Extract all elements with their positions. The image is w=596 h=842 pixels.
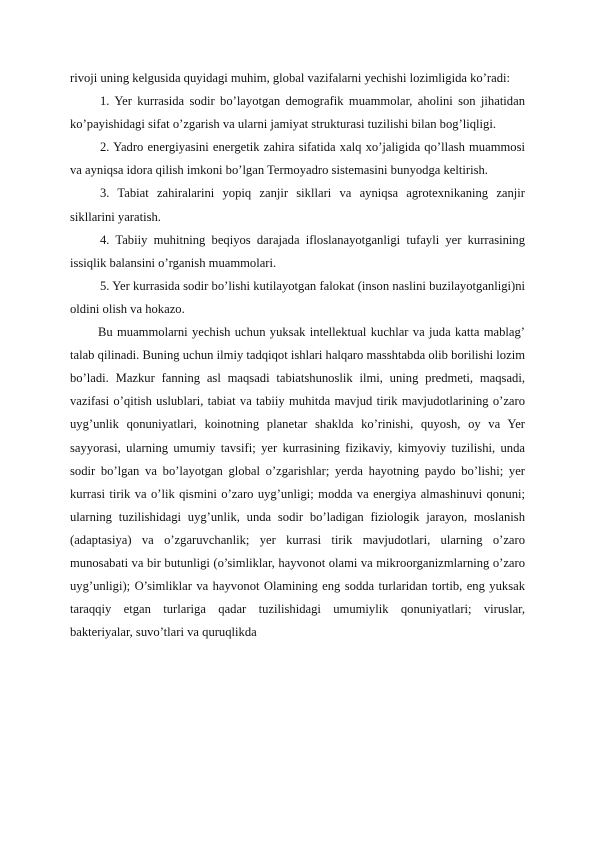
list-item-1: 1. Yer kurrasida sodir bo’layotgan demografik muammolar, aholini son jihatidan ko’payishidagi sifat o’zgarish va ularni jamiyat strukturasi tuzilishi bilan bog’liqligi.: [70, 94, 525, 132]
list-item-5: 5. Yer kurrasida sodir bo’lishi kutilayotgan falokat (inson naslini buzilayotganligi)ni oldini olish va hokazo.: [70, 278, 525, 316]
body-text: [70, 67, 525, 644]
paragraph-intro-continuation: rivoji uning kelgusida quyidagi muhim, global vazifalarni yechishi lozimligida ko’radi:: [70, 71, 510, 85]
paragraph-main: Bu muammolarni yechish uchun yuksak intellektual kuchlar va juda katta mablag’ talab qilinadi. Buning uchun ilmiy tadqiqot ishlari halqaro masshtabda olib borilishi lozim bo’ladi. Mazkur fanning asl maqsadi tabiatshunoslik ilmi, uning predmeti, maqsadi, vazifasi o’qitish uslublari, tabiat va tabiiy muhitda mavjud tirik mavjudotlarining o’zaro uyg’unlik qonuniyatlari, koinotning planetar shaklda ko’rinishi, quyosh, oy va Yer sayyorasi, ularning umumiy tavsifi; yer kurrasining fizikaviy, kimyoviy tuzilishi, unda sodir bo’lgan va bo’layotgan global o’zgarishlar; yerda hayotning paydo bo’lishi; yer kurrasi tirik va o’lik qismini o’zaro uyg’unligi; modda va energiya almashinuvi qonuni; ularning tuzilishidagi uyg’unlik, unda sodir bo’ladigan fiziologik jarayon, moslanish (adaptasiya) va o’zgaruvchanlik; yer kurrasi tirik mavjudotlari, ularning o’zaro munosabati va bir butunligi (o’simliklar, hayvonot olami va mikroorganizmlarning o’zaro uyg’unligi); O’simliklar va hayvonot Olamining eng sodda turlaridan tortib, eng yuksak taraqqiy etgan turlariga qadar tuzilishidagi umumiylik qonuniyatlari; viruslar, bakteriyalar, suvo’tlari va quruqlikda: [70, 325, 525, 640]
list-item-4: 4. Tabiiy muhitning beqiyos darajada ifloslanayotganligi tufayli yer kurrasining issiqlik balansini o’rganish muammolari.: [70, 232, 525, 270]
list-item-2: 2. Yadro energiyasini energetik zahira sifatida xalq xo’jaligida qo’llash muammosi va ayniqsa idora qilish imkoni bo’lgan Termoyadro sistemasini bunyodga keltirish.: [70, 140, 525, 178]
list-item-3: 3. Tabiat zahiralarini yopiq zanjir sikllari va ayniqsa agrotexnikaning zanjir sikllarini yaratish.: [70, 186, 525, 224]
